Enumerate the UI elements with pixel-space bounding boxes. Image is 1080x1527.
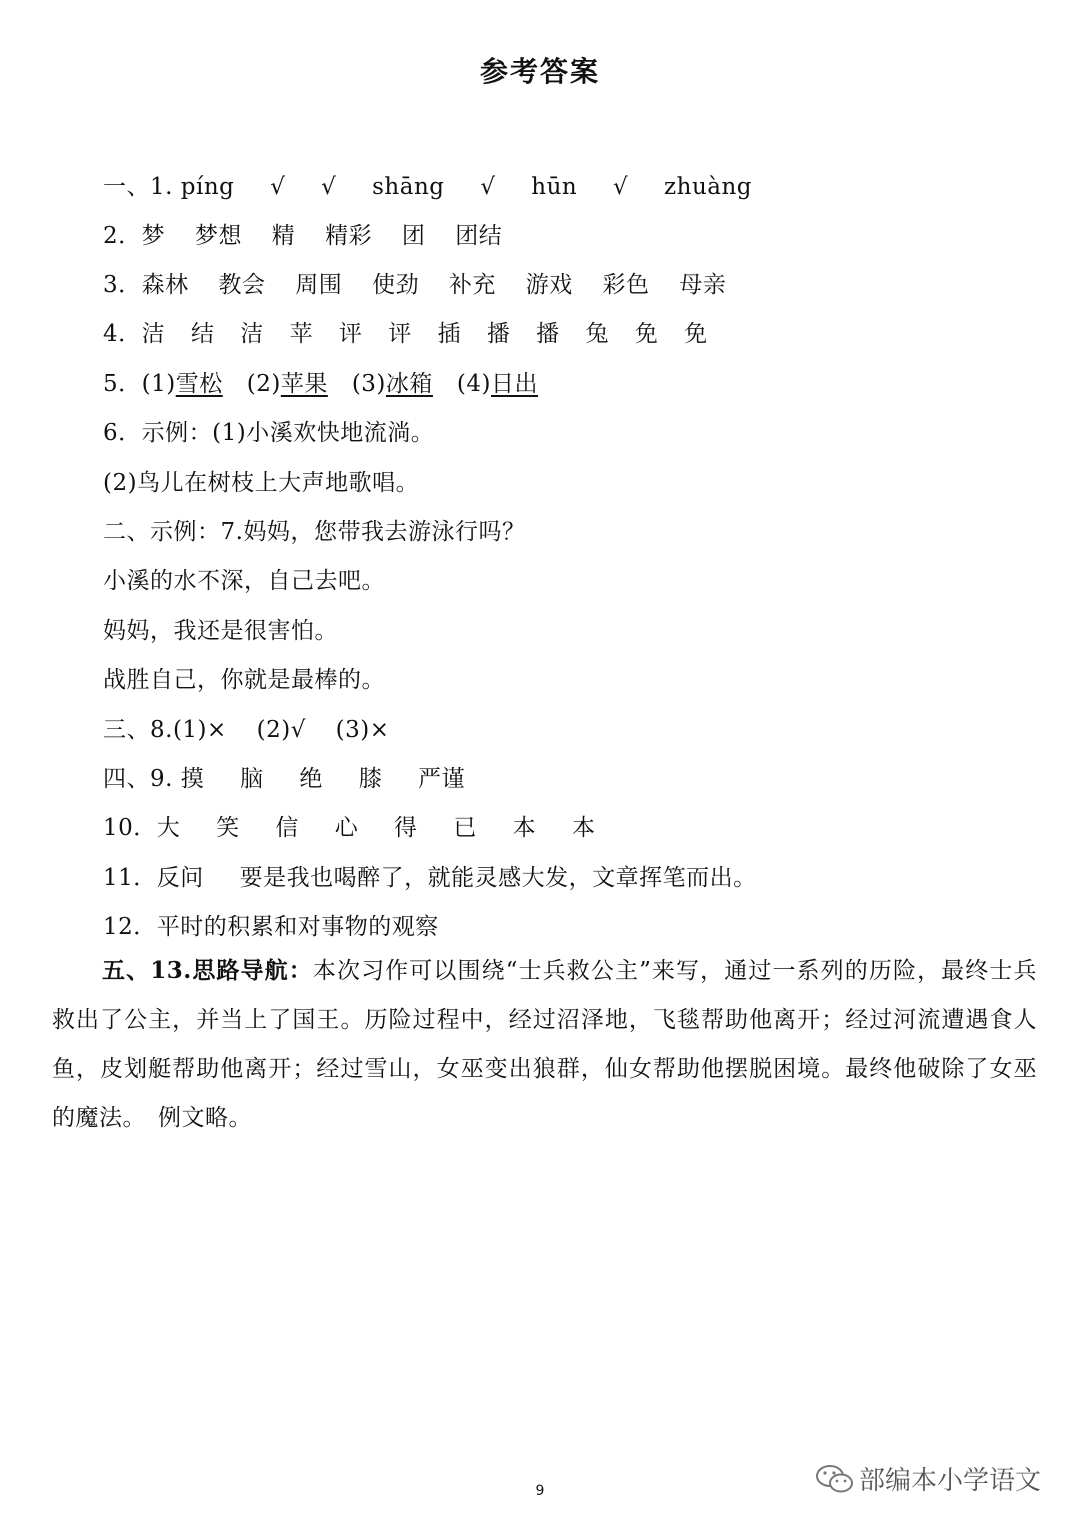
- answer-token: 教会: [218, 272, 266, 298]
- answer-line-3-1: [103, 711, 390, 744]
- answer-token: 补充: [448, 272, 496, 298]
- underlined-answer: 雪松: [175, 371, 223, 397]
- answer-token: 插: [437, 321, 462, 347]
- page-number: 9: [535, 1483, 545, 1499]
- answer-token: 膝: [358, 766, 383, 792]
- answer-line-4-4: 12．平时的积累和对事物的观察: [103, 914, 439, 940]
- answer-token: 母亲: [679, 272, 727, 298]
- wechat-icon: [815, 1463, 855, 1495]
- answer-paragraph-5: [52, 946, 1037, 1143]
- check-mark: √: [613, 174, 629, 200]
- item-number: (1): [141, 371, 176, 397]
- check-mark: √: [270, 174, 286, 200]
- watermark: [815, 1460, 1041, 1497]
- answer-line-1-6: 6．示例：(1)小溪欢快地流淌。: [103, 420, 435, 446]
- answer-token: 评: [338, 321, 363, 347]
- answer-token: 免: [634, 321, 659, 347]
- answer-token: (2)√: [256, 717, 306, 743]
- answer-token: 已: [453, 815, 477, 841]
- answer-token: 本: [571, 815, 596, 841]
- underlined-answer: 日出: [491, 371, 539, 397]
- answer-token: 心: [334, 815, 359, 841]
- answer-line-1-5: [103, 365, 538, 398]
- answer-line-1-1: [103, 168, 752, 201]
- answer-token: 得: [394, 815, 418, 841]
- answer-token: 要是我也喝醉了，就能灵感大发，文章挥笔而出。: [239, 865, 757, 891]
- answer-token: 使劲: [372, 272, 420, 298]
- answer-token: 洁: [240, 321, 264, 347]
- answer-line-2-3: 妈妈，我还是很害怕。: [103, 618, 338, 644]
- answer-line-1-4: [103, 315, 708, 348]
- answer-token: 严谨: [418, 766, 466, 792]
- answer-token: shāng: [372, 174, 445, 200]
- section-label: 五、13.思路导航：: [102, 957, 313, 984]
- answer-token: 结: [190, 321, 215, 347]
- item-number: (3): [351, 371, 386, 397]
- answer-token: 精: [271, 223, 296, 249]
- answer-line-2-1: 二、示例：7.妈妈，您带我去游泳行吗？: [103, 519, 526, 545]
- answer-token: 苹: [289, 321, 314, 347]
- paragraph-text: 本次习作可以围绕“士兵救公主”来写，通过一系列的历险，最终士兵救出了公主，并当上了国王。历险过程中，经过沼泽地，飞毯帮助他离开；经过河流遭遇食人鱼，皮划艇帮助他离开；经过雪山，女巫变出狼群，仙女帮助他摆脱困境。最终他破除了女巫的魔法。 例文略。: [52, 958, 1037, 1131]
- item-number: (2): [246, 371, 281, 397]
- answer-token: 绝: [299, 766, 323, 792]
- answer-token: 本: [512, 815, 537, 841]
- answer-token: 11．反问: [103, 865, 204, 891]
- answer-line-4-1: [103, 760, 465, 793]
- check-mark: √: [321, 174, 337, 200]
- answer-token: 精彩: [325, 223, 373, 249]
- answer-token: (3)×: [335, 717, 390, 743]
- answer-line-2-4: 战胜自己，你就是最棒的。: [103, 667, 385, 693]
- answer-token: 一、1. píng: [103, 174, 235, 200]
- answer-token: 2．梦: [103, 223, 166, 249]
- answer-token: 团: [401, 223, 426, 249]
- answer-token: 彩色: [602, 272, 650, 298]
- check-mark: √: [480, 174, 496, 200]
- answer-line-1-7: (2)鸟儿在树枝上大声地歌唱。: [103, 470, 420, 496]
- watermark-text: 部编本小学语文: [859, 1466, 1042, 1496]
- answer-token: 梦想: [194, 223, 242, 249]
- answer-token: 4．洁: [103, 321, 166, 347]
- underlined-answer: 冰箱: [385, 371, 433, 397]
- answer-token: 评: [388, 321, 412, 347]
- answer-token: 10．大: [103, 815, 181, 841]
- answer-token: 兔: [585, 321, 609, 347]
- answer-token: 播: [536, 321, 560, 347]
- page-title: 参考答案: [479, 55, 600, 88]
- answer-token: zhuàng: [664, 174, 753, 200]
- answer-token: 脑: [240, 766, 264, 792]
- answer-token: 信: [275, 815, 299, 841]
- item-number: (4): [456, 371, 492, 397]
- answer-line-1-3: [103, 266, 726, 299]
- answer-token: 周围: [295, 272, 343, 298]
- answer-token: 游戏: [525, 272, 573, 298]
- answer-token: 播: [486, 321, 511, 347]
- answer-token: hūn: [531, 174, 578, 200]
- answer-token: 四、9. 摸: [103, 766, 205, 792]
- answer-token: 团结: [455, 223, 503, 249]
- question-number: 5．: [103, 371, 142, 397]
- answer-token: 免: [684, 321, 708, 347]
- answer-token: 三、8.(1)×: [103, 717, 227, 743]
- answer-token: 3．森林: [103, 272, 189, 298]
- underlined-answer: 苹果: [280, 371, 328, 397]
- answer-line-4-2: [103, 809, 595, 842]
- answer-line-4-3: [103, 859, 757, 892]
- answer-line-1-2: [103, 217, 502, 250]
- answer-token: 笑: [216, 815, 240, 841]
- answer-line-2-2: 小溪的水不深，自己去吧。: [103, 568, 385, 594]
